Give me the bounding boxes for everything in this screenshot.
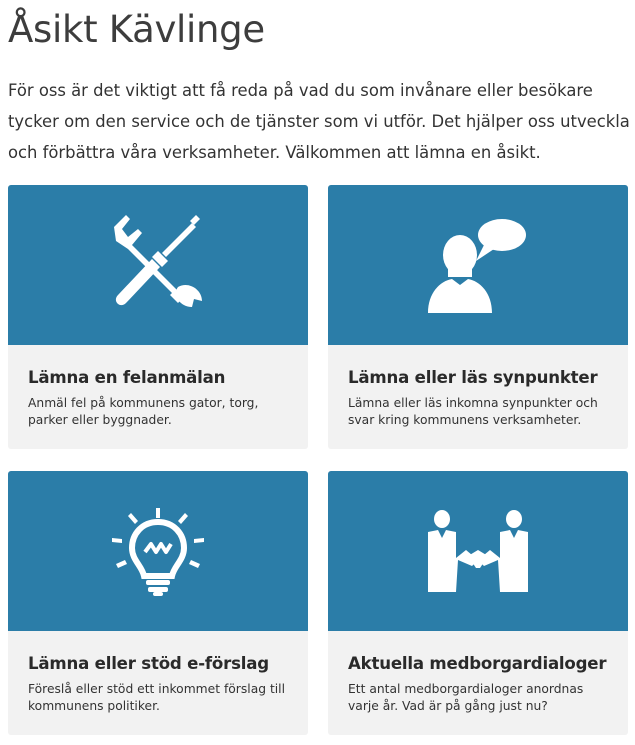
- lightbulb-icon: [108, 506, 208, 596]
- card-description: Anmäl fel på kommunens gator, torg, parker eller byggnader.: [28, 396, 259, 427]
- card-felanmalan[interactable]: [8, 185, 308, 449]
- card-title[interactable]: Lämna eller läs synpunkter: [348, 368, 598, 387]
- card-media: [8, 185, 308, 345]
- page-title: Åsikt Kävlinge: [8, 8, 265, 51]
- intro-text: För oss är det viktigt att få reda på vad du som invånare eller besökare tycker om den service och de tjänster som vi utför. Det hjälper oss utveckla och förbättra våra verksamheter. Välkommen att lämna en åsikt.: [8, 81, 630, 162]
- card-body: [8, 367, 308, 429]
- card-description: Föreslå eller stöd ett inkommet förslag till kommunens politiker.: [28, 682, 286, 713]
- card-body: [328, 367, 628, 429]
- person-speech-bubble-icon: [426, 217, 530, 313]
- card-media: [328, 471, 628, 631]
- card-body: [328, 653, 628, 715]
- handshake-icon: [428, 510, 528, 592]
- card-medborgardialoger[interactable]: [328, 471, 628, 735]
- card-media: [8, 471, 308, 631]
- card-eforslag[interactable]: [8, 471, 308, 735]
- card-title[interactable]: Lämna eller stöd e-förslag: [28, 654, 269, 673]
- card-synpunkter[interactable]: [328, 185, 628, 449]
- card-description: Ett antal medborgardialoger anordnas varje år. Vad är på gång just nu?: [348, 682, 584, 713]
- card-title[interactable]: Lämna en felanmälan: [28, 368, 226, 387]
- wrench-screwdriver-icon: [108, 215, 208, 315]
- card-body: [8, 653, 308, 715]
- card-title[interactable]: Aktuella medborgardialoger: [348, 654, 607, 673]
- card-media: [328, 185, 628, 345]
- card-description: Lämna eller läs inkomna synpunkter och svar kring kommunens verksamheter.: [348, 396, 598, 427]
